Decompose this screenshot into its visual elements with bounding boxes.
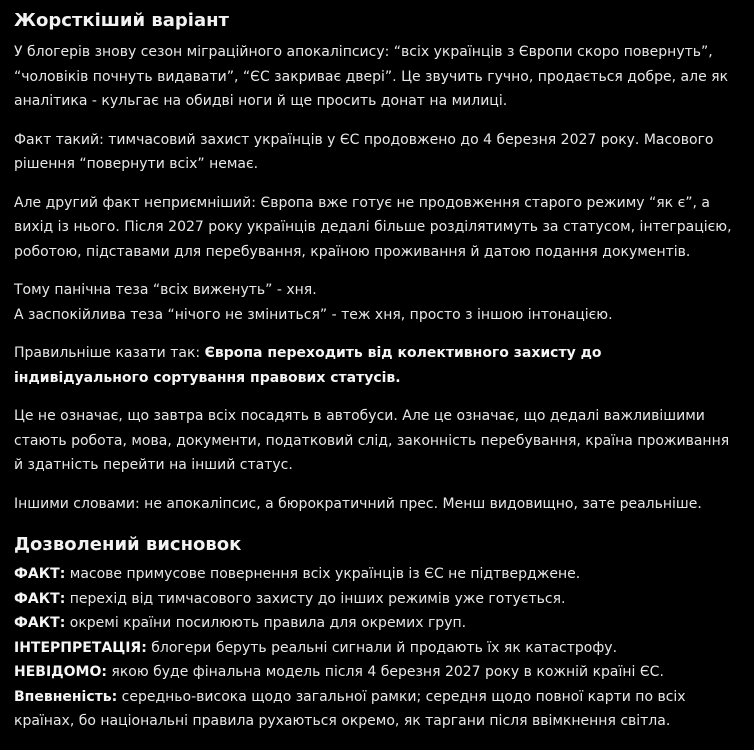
conclusion-text: окремі країни посилюють правила для окремих груп.	[65, 615, 467, 631]
correct-framing-bold: Європа переходить від колективного захисту до індивідуального сортування правових статусів.	[14, 345, 602, 386]
conclusion-item	[14, 685, 738, 734]
conclusion-text: якою буде фінальна модель після 4 березня 2027 року в кожній країні ЄС.	[106, 664, 664, 680]
paragraph-in-other-words: Іншими словами: не апокаліпсис, а бюрократичний прес. Менш видовищно, зате реальніше.	[14, 495, 702, 512]
conclusion-label: ІНТЕРПРЕТАЦІЯ:	[14, 639, 147, 656]
paragraph-correct-framing	[14, 341, 738, 390]
section-title-harsher-variant: Жорсткіший варіант	[14, 10, 229, 31]
conclusion-item	[14, 611, 738, 636]
paragraph-what-matters: Це не означає, що завтра всіх посадять в автобуси. Але це означає, що дедалі важливішими стають робота, мова, документи, податковий слід, законність перебування, країна проживання й здатність перейти на інший статус.	[14, 408, 730, 473]
thesis-calm: А заспокійлива теза “нічого не зміниться” - теж хня, просто з іншою інтонацією.	[14, 306, 613, 323]
conclusion-text: перехід від тимчасового захисту до інших режимів уже готується.	[65, 590, 566, 607]
conclusion-text: масове примусове повернення всіх українців із ЄС не підтверджене.	[65, 566, 581, 582]
correct-framing-lead: Правильніше казати так:	[14, 345, 205, 361]
conclusion-text: блогери беруть реальні сигнали й продають їх як катастрофу.	[146, 639, 618, 656]
conclusion-label: НЕВІДОМО:	[14, 664, 107, 680]
conclusion-item	[14, 636, 738, 661]
conclusion-item	[14, 562, 738, 587]
conclusion-label: ФАКТ:	[14, 566, 66, 582]
conclusion-list	[14, 562, 738, 734]
conclusion-label: Впевненість:	[14, 688, 118, 705]
conclusion-item	[14, 660, 738, 685]
section-title-allowed-conclusion: Дозволений висновок	[14, 534, 242, 555]
paragraph-fact-extension: Факт такий: тимчасовий захист українців у ЄС продовжено до 4 березня 2027 року. Масового рішення “повернути всіх” немає.	[14, 131, 714, 172]
paragraph-intro: У блогерів знову сезон міграційного апокаліпсису: “всіх українців з Європи скоро повернуть”, “чоловіків почнуть видавати”, “ЄС закриває двері”. Це звучить гучно, продається добре, але як аналітика - кульгає на обидві ноги й ще просить донат на милиці.	[14, 44, 729, 109]
thesis-panic: Тому панічна теза “всіх виженуть” - хня.	[14, 282, 317, 298]
conclusion-label: ФАКТ:	[14, 590, 66, 607]
conclusion-text: середньо-висока щодо загальної рамки; середня щодо повної карти по всіх країнах, бо національні правила рухаються окремо, як таргани після ввімкнення світла.	[14, 688, 686, 729]
paragraph-second-fact: Але другий факт неприємніший: Європа вже готує не продовження старого режиму “як є”, а вихід із нього. Після 2027 року українців дедалі більше розділятимуть за статусом, інтеграцією, роботою, підставами для перебування, країною проживання й датою подання документів.	[14, 194, 732, 260]
paragraph-theses	[14, 278, 738, 327]
conclusion-label: ФАКТ:	[14, 615, 66, 631]
conclusion-item	[14, 587, 738, 612]
